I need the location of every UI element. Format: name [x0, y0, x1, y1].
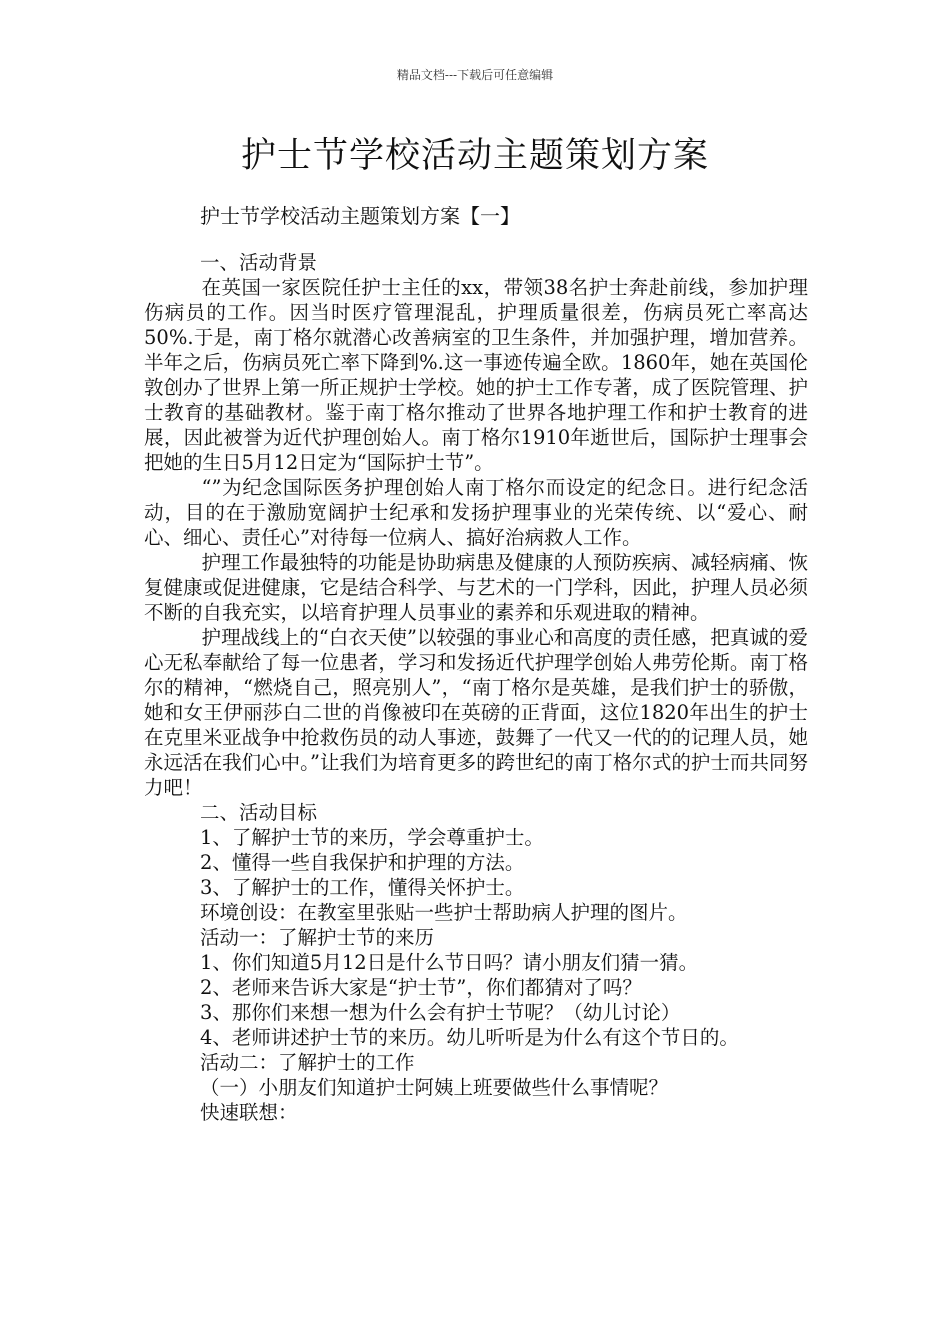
paragraph-2: “”为纪念国际医务护理创始人南丁格尔而设定的纪念日。进行纪念活动，目的在于激励宽阔护士纪承和发扬护理事业的光荣传统、以“爱心、耐心、细心、责任心”对待每一位病人、搞好治病救人工作。	[144, 476, 808, 549]
activity-step: 4、老师讲述护士节的来历。幼儿听听是为什么有这个节日的。	[200, 1026, 739, 1049]
paragraph-3: 护理工作最独特的功能是协助病患及健康的人预防疾病、减轻病痛、恢复健康或促进健康，它是结合科学、与艺术的一门学科，因此，护理人员必须不断的自我充实，以培育护理人员事业的素养和乐观进取的精神。	[144, 551, 808, 624]
activity-step: 1、你们知道5月12日是什么节日吗？请小朋友们猜一猜。	[200, 951, 699, 974]
activity-step: 2、老师来告诉大家是“护士节”，你们都猜对了吗？	[200, 976, 642, 999]
document-subtitle: 护士节学校活动主题策划方案【一】	[200, 204, 520, 228]
paragraph-1: 在英国一家医院任护士主任的xx，带领38名护士奔赴前线，参加护理伤病员的工作。因当时医疗管理混乱，护理质量很差，伤病员死亡率高达50%.于是，南丁格尔就潜心改善病室的卫生条件，并加强护理，增加营养。半年之后，伤病员死亡率下降到%.这一事迹传遍全欧。1860年，她在英国伦敦创办了世界上第一所正规护士学校。她的护士工作专著，成了医院管理、护士教育的基础教材。鉴于南丁格尔推动了世界各地护理工作和护士教育的进展，因此被誉为近代护理创始人。南丁格尔1910年逝世后，国际护士理事会把她的生日5月12日定为“国际护士节”。	[144, 276, 808, 474]
section-heading-goals: 二、活动目标	[200, 801, 318, 824]
goal-item: 1、了解护士节的来历，学会尊重护士。	[200, 826, 544, 849]
page-header: 精品文档---下载后可任意编辑	[396, 68, 554, 82]
activity-2-question: （一）小朋友们知道护士阿姨上班要做些什么事情呢？	[200, 1076, 669, 1099]
activity-2-heading: 活动二：了解护士的工作	[200, 1051, 415, 1074]
document-body	[144, 250, 808, 1125]
section-heading-background: 一、活动背景	[200, 251, 318, 274]
goal-item: 2、懂得一些自我保护和护理的方法。	[200, 851, 525, 874]
environment-setup: 环境创设：在教室里张贴一些护士帮助病人护理的图片。	[200, 901, 688, 924]
goal-item: 3、了解护士的工作，懂得关怀护士。	[200, 876, 525, 899]
document-title: 护士节学校活动主题策划方案	[240, 136, 709, 176]
activity-step: 3、那你们来想一想为什么会有护士节呢？（幼儿讨论）	[200, 1001, 681, 1024]
activity-1-heading: 活动一：了解护士节的来历	[200, 926, 435, 949]
paragraph-4: 护理战线上的“白衣天使”以较强的事业心和高度的责任感，把真诚的爱心无私奉献给了每一位患者，学习和发扬近代护理学创始人弗劳伦斯。南丁格尔的精神，“燃烧自己，照亮别人”，“南丁格尔是英雄，是我们护士的骄傲，她和女王伊丽莎白二世的肖像被印在英磅的正背面，这位1820年出生的护士在克里米亚战争中抢救伤员的动人事迹，鼓舞了一代又一代的的记理人员，她永远活在我们心中。”让我们为培育更多的跨世纪的南丁格尔式的护士而共同努力吧！	[144, 626, 808, 799]
activity-2-association: 快速联想：	[200, 1101, 298, 1124]
